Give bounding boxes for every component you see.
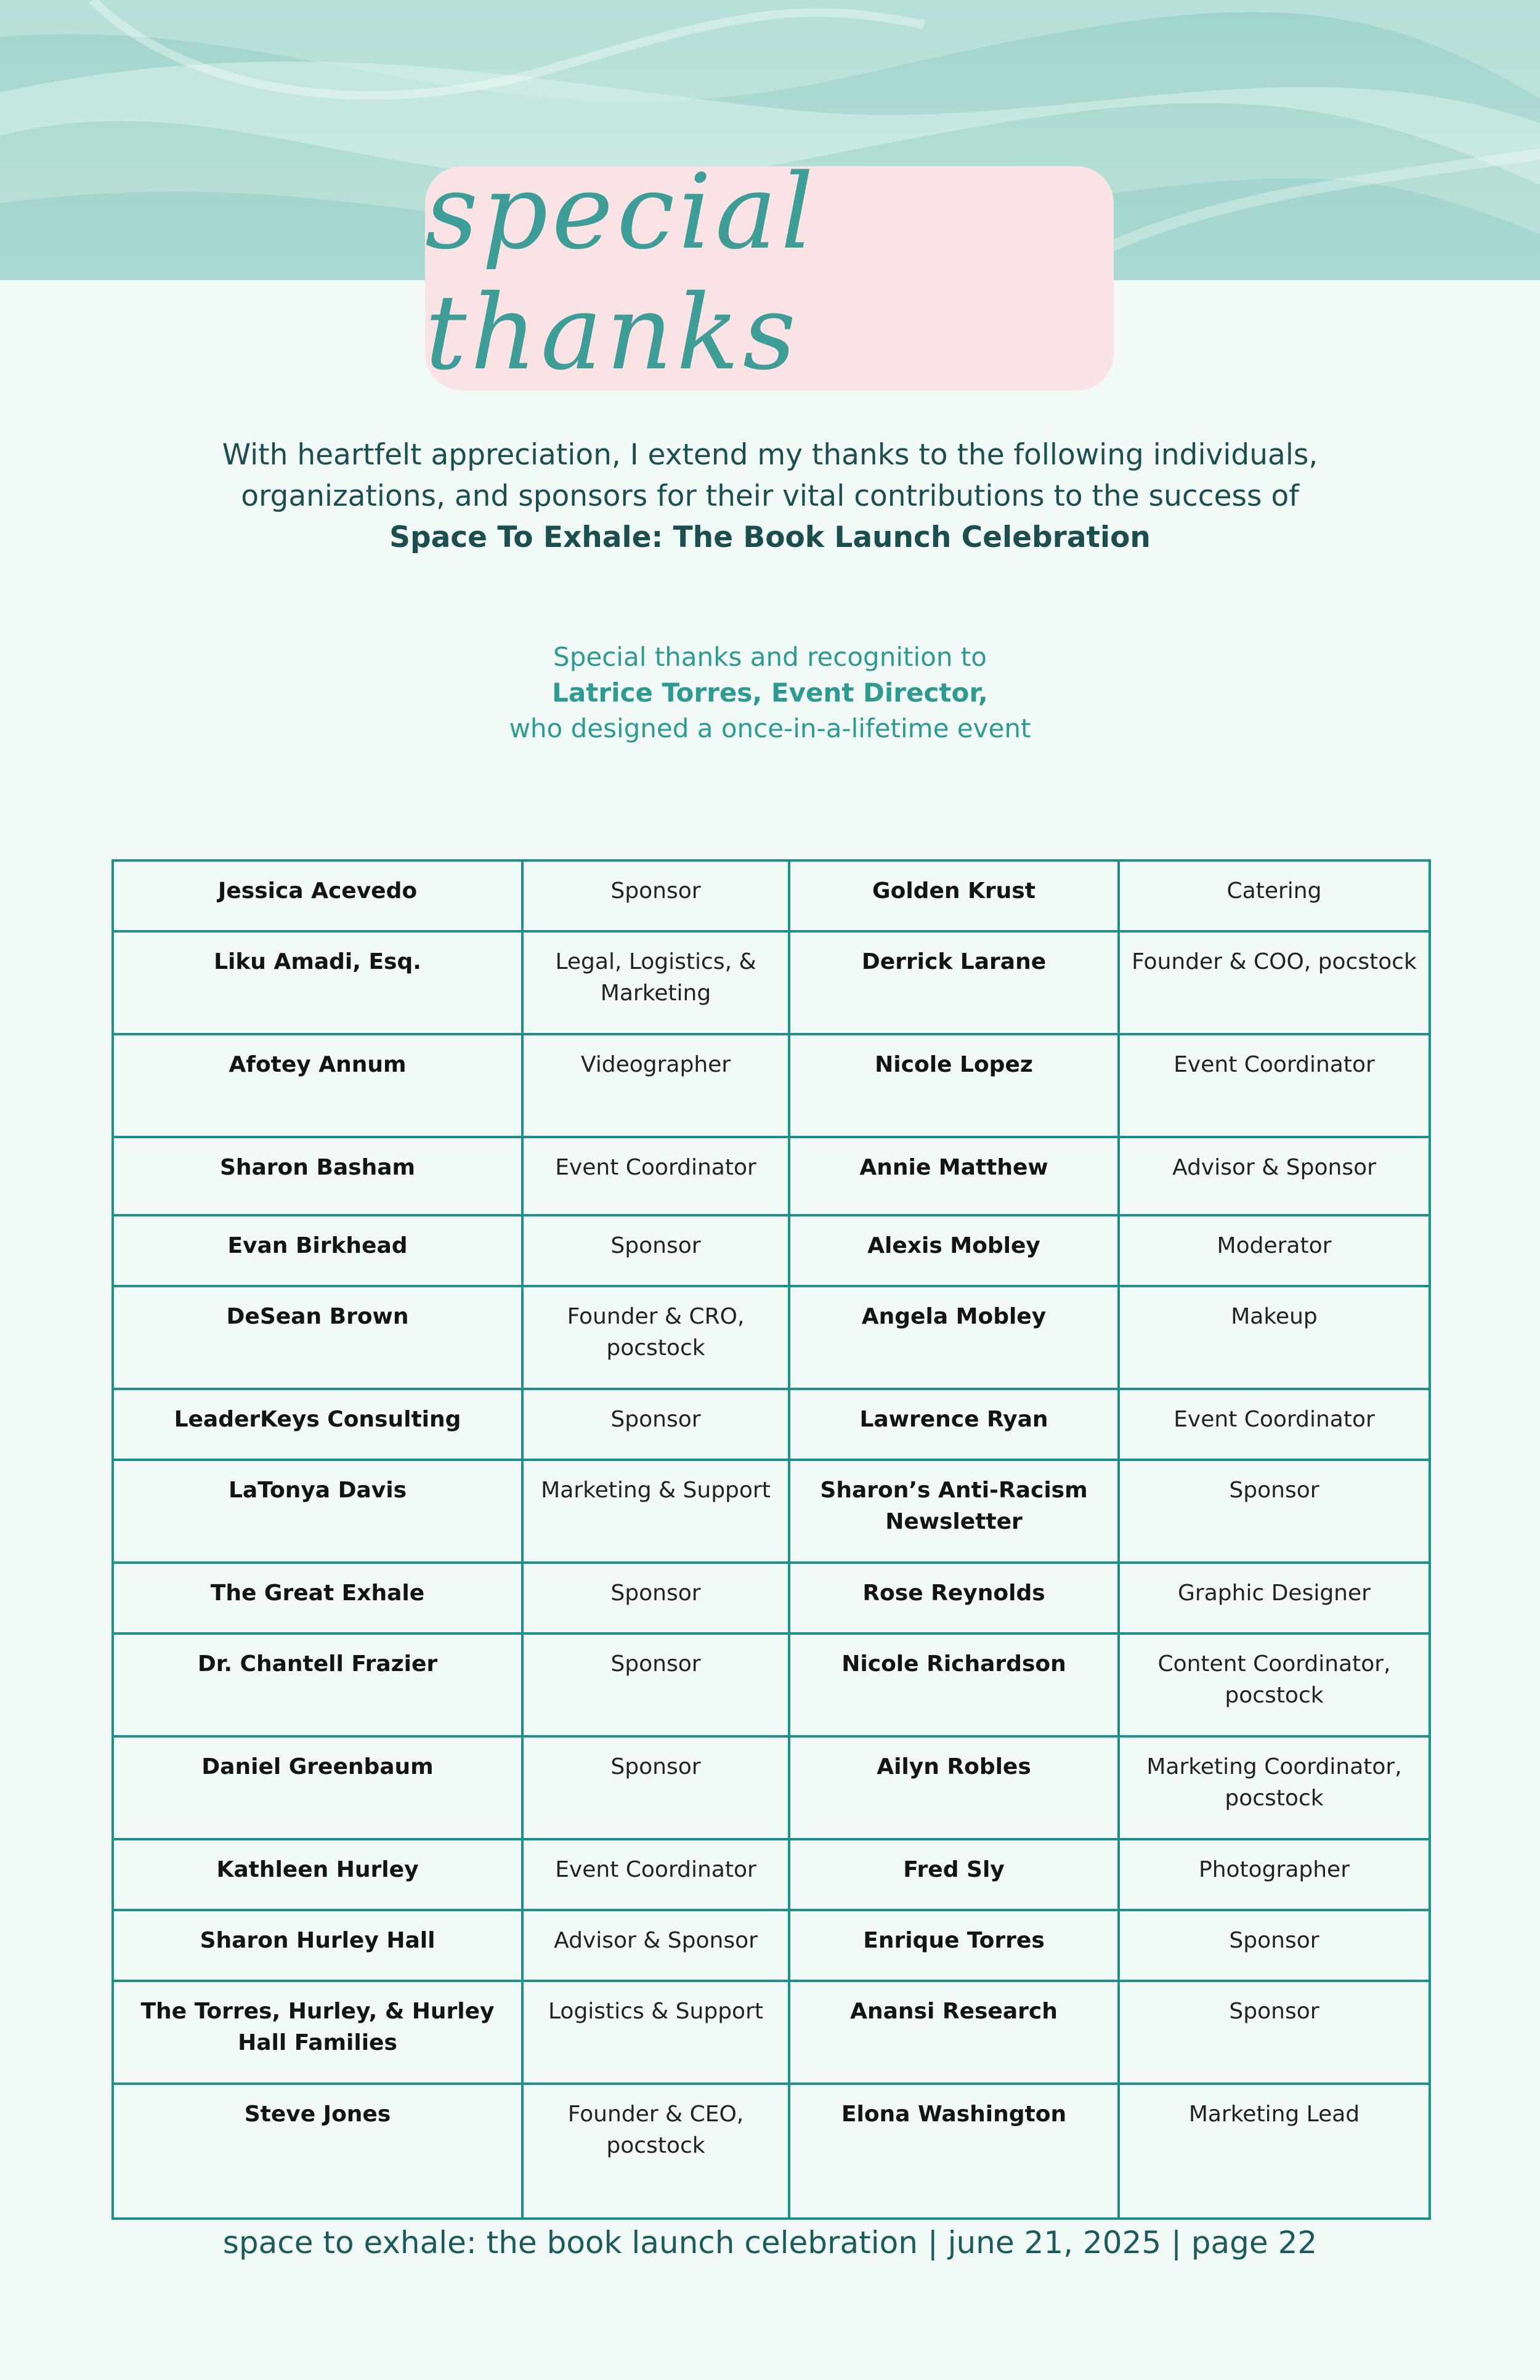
contributor-role-cell: Founder & CRO, pocstock	[522, 1286, 789, 1389]
contributor-name-cell: LeaderKeys Consulting	[113, 1389, 522, 1460]
contributor-name-cell: Nicole Richardson	[789, 1633, 1119, 1736]
contributor-role-cell: Event Coordinator	[522, 1839, 789, 1910]
contributor-name-cell: Jessica Acevedo	[113, 860, 522, 931]
contributor-role-cell: Content Coordinator, pocstock	[1119, 1633, 1430, 1736]
contributor-name-cell: Derrick Larane	[789, 931, 1119, 1034]
contributor-role-cell: Photographer	[1119, 1839, 1430, 1910]
contributor-name-cell: Kathleen Hurley	[113, 1839, 522, 1910]
contributor-role-cell: Sponsor	[522, 1633, 789, 1736]
contributor-name-cell: Fred Sly	[789, 1839, 1119, 1910]
contributor-role-cell: Founder & CEO, pocstock	[522, 2084, 789, 2219]
contributor-name-cell: Sharon Basham	[113, 1137, 522, 1215]
contributor-name-cell: Steve Jones	[113, 2084, 522, 2219]
intro-line-1: With heartfelt appreciation, I extend my thanks to the following individuals,	[222, 438, 1318, 472]
contributor-role-cell: Event Coordinator	[1119, 1389, 1430, 1460]
contributor-role-cell: Logistics & Support	[522, 1981, 789, 2084]
contributor-role-cell: Sponsor	[522, 1736, 789, 1839]
contributor-name-cell: The Torres, Hurley, & Hurley Hall Families	[113, 1981, 522, 2084]
contributor-role-cell: Sponsor	[1119, 1910, 1430, 1981]
contributor-role-cell: Marketing & Support	[522, 1460, 789, 1563]
contributor-role-cell: Event Coordinator	[1119, 1034, 1430, 1137]
contributor-role-cell: Graphic Designer	[1119, 1563, 1430, 1633]
contributor-role-cell: Sponsor	[522, 860, 789, 931]
recognition-block	[277, 639, 1263, 747]
contributor-name-cell: Anansi Research	[789, 1981, 1119, 2084]
table-row	[113, 1215, 1430, 1286]
contributor-role-cell: Sponsor	[522, 1389, 789, 1460]
contributor-name-cell: Rose Reynolds	[789, 1563, 1119, 1633]
contributor-name-cell: Elona Washington	[789, 2084, 1119, 2219]
table-row	[113, 1910, 1430, 1981]
table-row	[113, 1563, 1430, 1633]
thanks-table	[111, 859, 1431, 2220]
table-row	[113, 1839, 1430, 1910]
table-row	[113, 1286, 1430, 1389]
contributor-name-cell: LaTonya Davis	[113, 1460, 522, 1563]
page-title: special thanks	[425, 152, 817, 393]
contributor-name-cell: Annie Matthew	[789, 1137, 1119, 1215]
contributor-name-cell: Golden Krust	[789, 860, 1119, 931]
contributor-name-cell: Lawrence Ryan	[789, 1389, 1119, 1460]
contributor-role-cell: Event Coordinator	[522, 1137, 789, 1215]
contributor-role-cell: Marketing Lead	[1119, 2084, 1430, 2219]
contributor-name-cell: Daniel Greenbaum	[113, 1736, 522, 1839]
table-row	[113, 1389, 1430, 1460]
table-row	[113, 1460, 1430, 1563]
table-row	[113, 860, 1430, 931]
table-row	[113, 1034, 1430, 1137]
contributor-name-cell: The Great Exhale	[113, 1563, 522, 1633]
intro-paragraph	[154, 434, 1386, 558]
table-row	[113, 1633, 1430, 1736]
contributor-role-cell: Moderator	[1119, 1215, 1430, 1286]
table-row	[113, 2084, 1430, 2219]
contributor-role-cell: Founder & COO, pocstock	[1119, 931, 1430, 1034]
contributor-name-cell: Ailyn Robles	[789, 1736, 1119, 1839]
event-name: Space To Exhale: The Book Launch Celebration	[389, 520, 1151, 554]
contributor-role-cell: Sponsor	[522, 1563, 789, 1633]
contributor-name-cell: Evan Birkhead	[113, 1215, 522, 1286]
table-row	[113, 931, 1430, 1034]
contributor-role-cell: Legal, Logistics, & Marketing	[522, 931, 789, 1034]
contributor-name-cell: Angela Mobley	[789, 1286, 1119, 1389]
contributor-name-cell: Dr. Chantell Frazier	[113, 1633, 522, 1736]
page-footer: space to exhale: the book launch celebration | june 21, 2025 | page 22	[222, 2225, 1318, 2261]
contributor-name-cell: Sharon’s Anti-Racism Newsletter	[789, 1460, 1119, 1563]
contributor-name-cell: Sharon Hurley Hall	[113, 1910, 522, 1981]
contributor-role-cell: Sponsor	[1119, 1460, 1430, 1563]
recognition-name: Latrice Torres, Event Director,	[552, 678, 988, 708]
contributor-role-cell: Sponsor	[1119, 1981, 1430, 2084]
contributor-role-cell: Advisor & Sponsor	[522, 1910, 789, 1981]
table-row	[113, 1137, 1430, 1215]
contributor-name-cell: DeSean Brown	[113, 1286, 522, 1389]
contributor-name-cell: Afotey Annum	[113, 1034, 522, 1137]
contributor-name-cell: Enrique Torres	[789, 1910, 1119, 1981]
recognition-line-1: Special thanks and recognition to	[553, 642, 987, 672]
table-row	[113, 1981, 1430, 2084]
contributor-role-cell: Marketing Coordinator, pocstock	[1119, 1736, 1430, 1839]
contributor-name-cell: Alexis Mobley	[789, 1215, 1119, 1286]
contributor-role-cell: Catering	[1119, 860, 1430, 931]
contributor-role-cell: Videographer	[522, 1034, 789, 1137]
contributor-role-cell: Makeup	[1119, 1286, 1430, 1389]
contributor-role-cell: Advisor & Sponsor	[1119, 1137, 1430, 1215]
title-box	[425, 152, 1114, 393]
table-row	[113, 1736, 1430, 1839]
thanks-table-body	[113, 860, 1430, 2219]
intro-line-2: organizations, and sponsors for their vital contributions to the success of	[241, 479, 1299, 513]
recognition-line-3: who designed a once-in-a-lifetime event	[509, 713, 1031, 743]
contributor-name-cell: Nicole Lopez	[789, 1034, 1119, 1137]
contributor-role-cell: Sponsor	[522, 1215, 789, 1286]
contributor-name-cell: Liku Amadi, Esq.	[113, 931, 522, 1034]
